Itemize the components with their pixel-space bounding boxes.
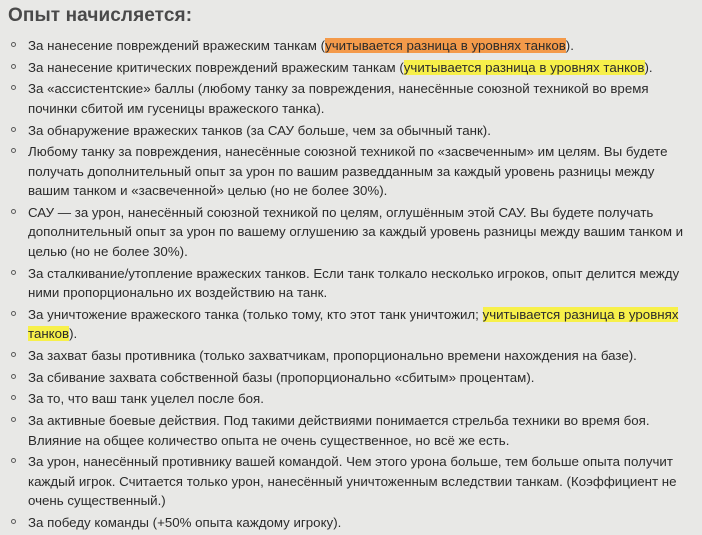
bullet-icon <box>11 148 16 153</box>
list-item <box>0 452 702 511</box>
bullet-icon <box>11 395 16 400</box>
item-text: За победу команды (+50% опыта каждому игроку). <box>28 514 342 530</box>
bullet-icon <box>11 127 16 132</box>
list-item <box>0 389 702 409</box>
list-item <box>0 203 702 262</box>
experience-list <box>0 36 702 535</box>
item-text: Любому танку за повреждения, нанесённые союзной техникой по «засвеченным» им целям. Вы будете получать дополнительный опыт за урон по вашим разведданным за каждый уровень разницы между вашим танком и «засвеченной» целью (но не более 30%). <box>28 144 668 199</box>
list-item <box>0 368 702 388</box>
list-item <box>0 79 702 118</box>
list-item <box>0 142 702 201</box>
list-item <box>0 305 702 344</box>
bullet-icon <box>11 270 16 275</box>
bullet-icon <box>11 458 16 463</box>
highlighted-text: учитывается разница в уровнях танков <box>403 59 645 75</box>
item-text: За урон, нанесённый противнику вашей командой. Чем этого урона больше, тем больше опыта получит каждый игрок. Считается только урон, нанесённый уничтоженным вследствии танкам. (Коэффициент не очень существенный.) <box>28 454 677 509</box>
item-text: За нанесение критических повреждений вражеским танкам ( <box>28 59 404 75</box>
item-text: За «ассистентские» баллы (любому танку за повреждения, нанесённые союзной техникой во время починки сбитой им гусеницы вражеского танка). <box>28 81 649 116</box>
list-item <box>0 36 702 56</box>
bullet-icon <box>11 311 16 316</box>
item-text: За обнаружение вражеских танков (за САУ больше, чем за обычный танк). <box>28 122 491 138</box>
list-item <box>0 411 702 450</box>
item-text: ). <box>69 326 78 342</box>
item-text: За уничтожение вражеского танка (только тому, кто этот танк уничтожил; <box>28 306 483 322</box>
item-text: За сталкивание/утопление вражеских танков. Если танк толкало несколько игроков, опыт делится между ними пропорционально их воздействию на танк. <box>28 265 680 301</box>
bullet-icon <box>11 352 16 357</box>
item-text: За активные боевые действия. Под такими действиями понимается стрельба техники во время боя. Влияние на общее количество опыта не очень существенное, но всё же есть. <box>28 413 650 448</box>
item-text: За захват базы противника (только захватчикам, пропорционально времени нахождения на базе). <box>28 348 637 363</box>
bullet-icon <box>11 209 16 214</box>
item-text: САУ — за урон, нанесённый союзной техникой по целям, оглушённым этой САУ. Вы будете получать дополнительный опыт за урон по вашему оглушению за каждый уровень разницы между вашим танком и целью (но не более 30%). <box>28 204 684 259</box>
bullet-icon <box>11 374 16 379</box>
highlighted-text: учитывается разница в уровнях танков <box>325 38 566 53</box>
item-text: ). <box>644 59 653 75</box>
bullet-icon <box>11 85 16 90</box>
list-item <box>0 513 702 533</box>
list-item <box>0 58 702 78</box>
item-text: За нанесение повреждений вражеским танкам ( <box>28 38 326 53</box>
item-text: За то, что ваш танк уцелел после боя. <box>28 391 264 407</box>
bullet-icon <box>11 519 16 524</box>
highlighted-text: учитывается разница в уровнях танков <box>28 306 679 342</box>
list-item <box>0 121 702 141</box>
bullet-icon <box>11 417 16 422</box>
section-heading: Опыт начисляется: <box>8 5 193 26</box>
list-item <box>0 264 702 303</box>
item-text: За сбивание захвата собственной базы (пропорционально «сбитым» процентам). <box>28 369 535 385</box>
bullet-icon <box>11 64 16 69</box>
item-text: ). <box>565 38 574 53</box>
bullet-icon <box>11 42 16 47</box>
list-item <box>0 346 702 366</box>
